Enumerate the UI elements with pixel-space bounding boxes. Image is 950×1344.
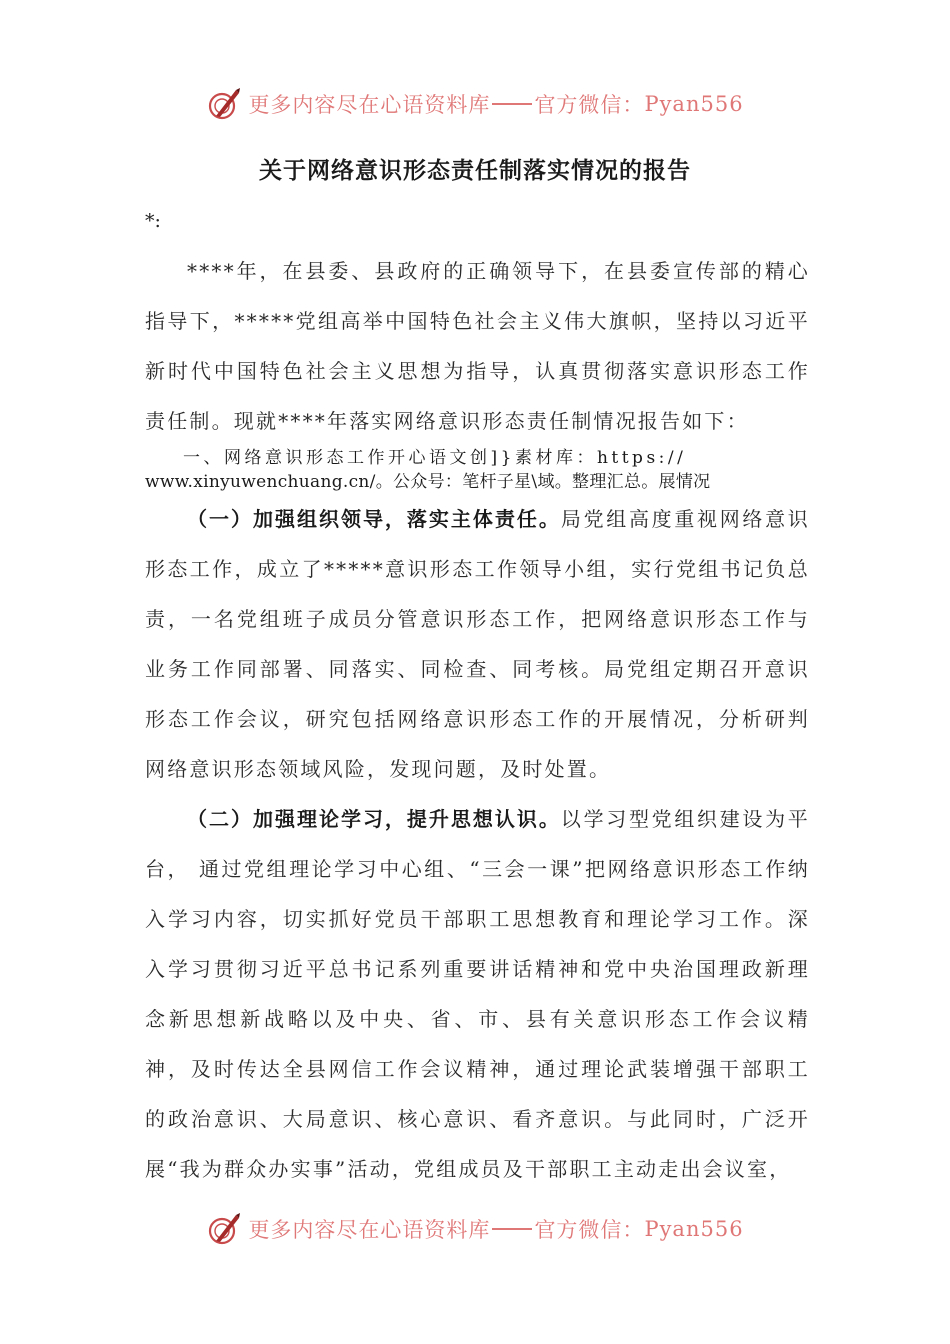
section-one-line2: www.xinyuwenchuang.cn/。公众号：笔杆子星\域。整理汇总。展情况: [145, 472, 711, 492]
banner-wechat-id: Pyan556: [644, 1217, 744, 1241]
document-body: [145, 246, 810, 1194]
quill-pen-seal-icon: [206, 1211, 242, 1247]
salutation: *:: [145, 210, 161, 232]
subsection-one-paragraph: [145, 494, 810, 794]
banner-brand-text: 更多内容尽在心语资料库: [248, 1218, 491, 1242]
subsection-two-text: 以学习型党组织建设为平台， 通过党组理论学习中心组、“三会一课”把网络意识形态工作纳入学习内容，切实抓好党员干部职工思想教育和理论学习工作。深入学习贯彻习近平总书记系列重要讲话精神和党中央治国理政新理念新思想新战略以及中央、省、市、县有关意识形态工作会议精神，及时传达全县网信工作会议精神，通过理论武装增强干部职工的政治意识、大局意识、核心意识、看齐意识。与此同时，广泛开展“我为群众办实事”活动，党组成员及干部职工主动走出会议室，: [145, 807, 810, 1181]
document-title: 关于网络意识形态责任制落实情况的报告: [259, 158, 691, 184]
footer-banner: [0, 1209, 950, 1249]
subsection-two-heading: （二）加强理论学习，提升思想认识。: [187, 807, 561, 831]
subsection-one-text: 局党组高度重视网络意识形态工作，成立了*****意识形态工作领导小组，实行党组书记负总责，一名党组班子成员分管意识形态工作，把网络意识形态工作与业务工作同部署、同落实、同检查、同考核。局党组定期召开意识形态工作会议，研究包括网络意识形态工作的开展情况，分析研判网络意识形态领域风险，发现问题，及时处置。: [145, 507, 810, 781]
section-one-line1: 一、网络意识形态工作开心语文创]}素材库：https://: [183, 448, 687, 468]
subsection-two-paragraph: [145, 794, 810, 1194]
banner-brand-text: 更多内容尽在心语资料库: [248, 93, 491, 117]
banner-wechat-id: Pyan556: [644, 92, 744, 116]
subsection-one-heading: （一）加强组织领导，落实主体责任。: [187, 507, 561, 531]
banner-dash: [492, 103, 532, 105]
banner-official-label: 官方微信：: [534, 93, 645, 117]
banner-dash: [492, 1228, 532, 1230]
intro-paragraph: ****年，在县委、县政府的正确领导下，在县委宣传部的精心指导下，*****党组高举中国特色社会主义伟大旗帜，坚持以习近平新时代中国特色社会主义思想为指导，认真贯彻落实意识形态工作责任制。现就****年落实网络意识形态责任制情况报告如下：: [145, 259, 810, 433]
banner-official-label: 官方微信：: [534, 1218, 645, 1242]
header-banner: [0, 84, 950, 124]
quill-pen-seal-icon: [206, 86, 242, 122]
